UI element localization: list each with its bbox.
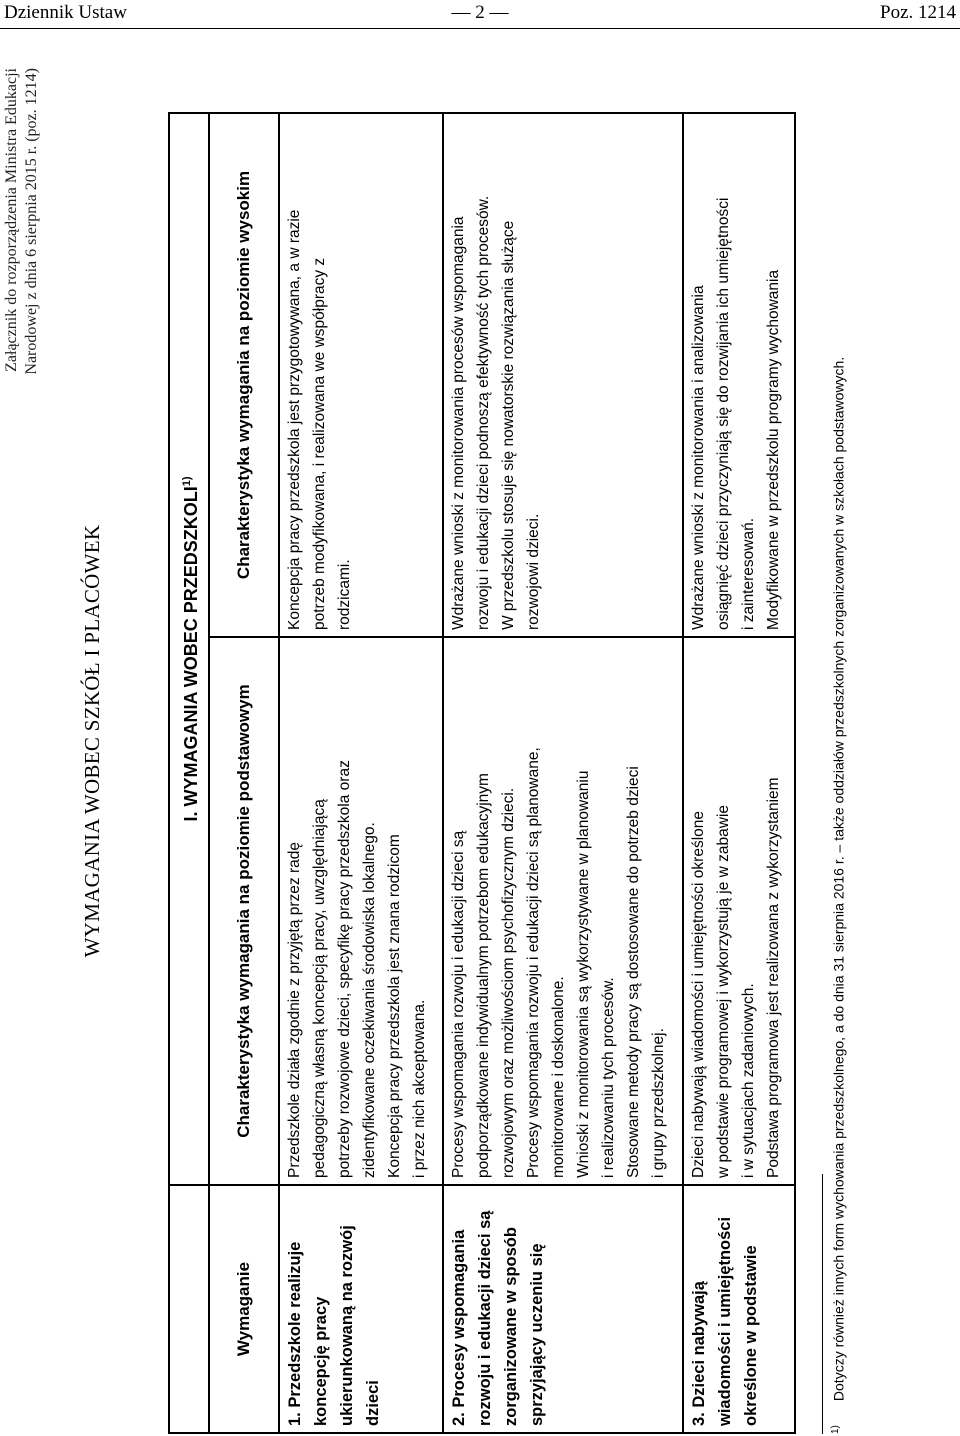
basic-line: w podstawie programowej i wykorzystują je w zabawie bbox=[715, 804, 732, 1178]
basic-line: Stosowane metody pracy są dostosowane do potrzeb dzieci bbox=[625, 766, 642, 1178]
basic-line: i przez nich akceptowana. bbox=[411, 999, 428, 1178]
table-row bbox=[279, 113, 443, 1433]
basic-line: Koncepcja pracy przedszkola jest znana rodzicom bbox=[386, 834, 403, 1178]
page-number: — 2 — bbox=[451, 2, 509, 23]
basic-level-cell bbox=[279, 637, 443, 1185]
requirement-cell: 2. Procesy wspomagania rozwoju i edukacji dzieci są zorganizowane w sposób sprzyjający uczeniu się bbox=[443, 1185, 683, 1433]
basic-line: pedagogiczną własną koncepcją pracy, uwzględniającą bbox=[311, 799, 328, 1178]
high-line: potrzeb modyfikowana, i realizowana we współpracy z bbox=[311, 257, 328, 630]
basic-level-cell bbox=[443, 637, 683, 1185]
basic-line: zidentyfikowane oczekiwania środowiska lokalnego. bbox=[361, 822, 378, 1178]
high-line: rozwoju i edukacji dzieci podnoszą efektywność tych procesów. bbox=[475, 195, 492, 630]
basic-line: i w sytuacjach zadaniowych. bbox=[740, 983, 757, 1178]
footnote-mark: 1) bbox=[830, 1425, 841, 1434]
column-header-row bbox=[209, 113, 279, 1433]
high-line: Koncepcja pracy przedszkola jest przygotowywana, a w razie bbox=[286, 209, 303, 630]
footnote-text: Dotyczy również innych form wychowania przedszkolnego, a do dnia 31 sierpnia 2016 r. – także oddziałów przedszkolnych zorganizowanych w szkołach podstawowych. bbox=[830, 356, 847, 1402]
high-line: Wdrażane wnioski z monitorowania i analizowania bbox=[690, 285, 707, 630]
landscape-page bbox=[0, 46, 930, 1436]
basic-line: i realizowaniu tych procesów. bbox=[600, 977, 617, 1178]
col-head-high: Charakterystyka wymagania na poziomie wysokim bbox=[209, 113, 279, 637]
section-footnote-ref: 1) bbox=[181, 476, 193, 487]
basic-line: Wnioski z monitorowania są wykorzystywane w planowaniu bbox=[575, 770, 592, 1178]
requirement-cell: 3. Dzieci nabywają wiadomości i umiejętności określone w podstawie bbox=[683, 1185, 795, 1433]
basic-line: i grupy przedszkolnej. bbox=[650, 1028, 667, 1178]
basic-line: potrzeby rozwojowe dzieci, specyfikę pracy przedszkola oraz bbox=[336, 760, 353, 1178]
high-line: i zainteresowań. bbox=[740, 517, 757, 630]
basic-line: podporządkowane indywidualnym potrzebom edukacyjnym bbox=[475, 773, 492, 1178]
position-number: Poz. 1214 bbox=[880, 2, 956, 23]
journal-name: Dziennik Ustaw bbox=[4, 2, 127, 23]
annex-note bbox=[2, 68, 42, 375]
table-row bbox=[683, 113, 795, 1433]
col-head-requirement: Wymaganie bbox=[209, 1185, 279, 1433]
high-level-cell bbox=[443, 113, 683, 637]
annex-line-1: Załącznik do rozporządzenia Ministra Edukacji bbox=[3, 68, 20, 372]
high-line: Wdrażane wnioski z monitorowania procesów wspomagania bbox=[450, 216, 467, 630]
header-rule bbox=[0, 28, 960, 29]
basic-line: Podstawa programowa jest realizowana z wykorzystaniem bbox=[765, 777, 782, 1178]
high-line: osiągnięć dzieci przyczyniają się do rozwijania ich umiejętności bbox=[715, 197, 732, 630]
col-head-basic: Charakterystyka wymagania na poziomie podstawowym bbox=[209, 637, 279, 1185]
basic-line: Dzieci nabywają wiadomości i umiejętności określone bbox=[690, 811, 707, 1178]
basic-line: rozwojowym oraz możliwościom psychofizycznym dzieci. bbox=[500, 787, 517, 1178]
high-level-cell bbox=[279, 113, 443, 637]
high-line: W przedszkolu stosuje się nowatorskie rozwiązania służące bbox=[500, 220, 517, 630]
basic-line: monitorowane i doskonalone. bbox=[550, 976, 567, 1178]
requirements-table bbox=[168, 112, 796, 1434]
basic-line: Procesy wspomagania rozwoju i edukacji dzieci są bbox=[450, 830, 467, 1178]
footnote-rule bbox=[822, 1174, 823, 1434]
annex-line-2: Narodowej z dnia 6 sierpnia 2015 r. (poz. 1214) bbox=[23, 68, 40, 375]
table-row bbox=[443, 113, 683, 1433]
footnote bbox=[830, 357, 847, 1434]
requirement-cell: 1. Przedszkole realizuje koncepcję pracy ukierunkowaną na rozwój dzieci bbox=[279, 1185, 443, 1433]
high-line: rozwojowi dzieci. bbox=[525, 513, 542, 630]
high-level-cell bbox=[683, 113, 795, 637]
high-line: Modyfikowane w przedszkolu programy wychowania bbox=[765, 269, 782, 630]
basic-line: Procesy wspomagania rozwoju i edukacji dzieci są planowane, bbox=[525, 747, 542, 1178]
basic-level-cell bbox=[683, 637, 795, 1185]
section-title: I. WYMAGANIA WOBEC PRZEDSZKOLI$^{1)}$ bbox=[169, 113, 209, 1185]
running-header bbox=[0, 0, 960, 26]
high-line: rodzicami. bbox=[336, 559, 353, 630]
document-title: WYMAGANIA WOBEC SZKÓŁ I PLACÓWEK bbox=[80, 524, 104, 958]
basic-line: Przedszkole działa zgodnie z przyjętą przez radę bbox=[286, 841, 303, 1178]
